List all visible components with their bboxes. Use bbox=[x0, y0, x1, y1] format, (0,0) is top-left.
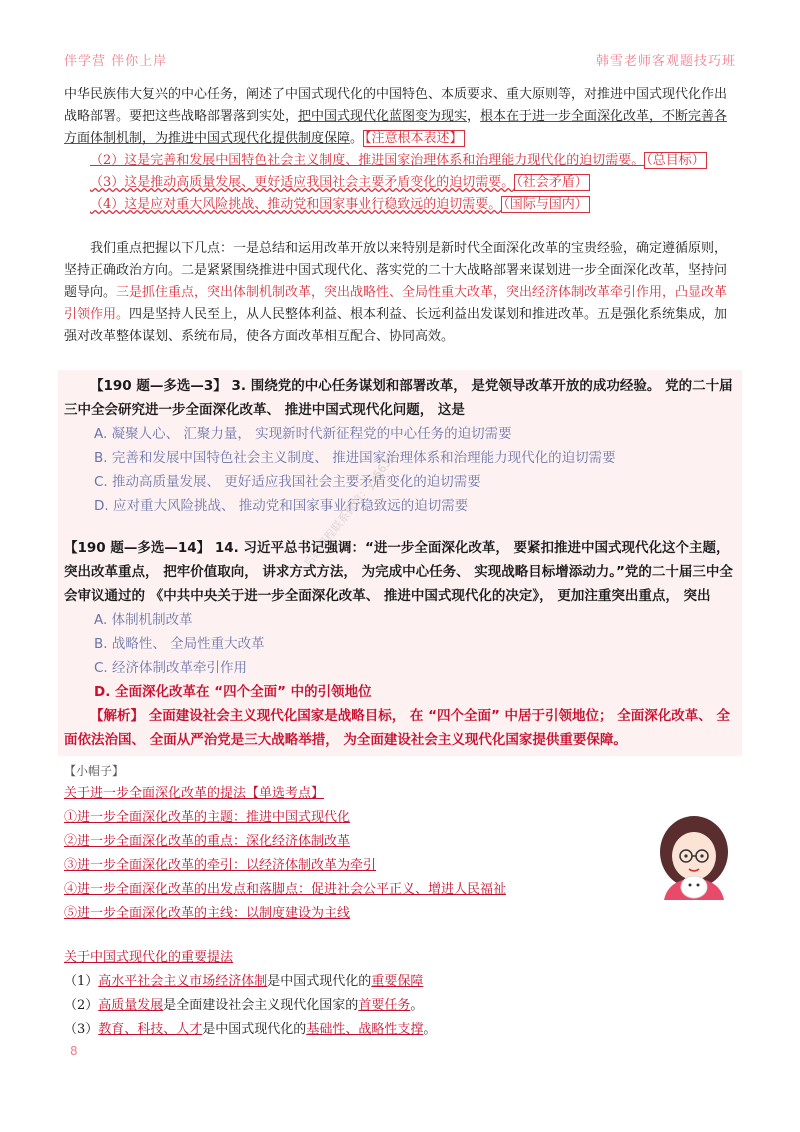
intro-text-a: 中华民族伟大复兴的中心任务，阐述了中国式现代化的中国特色、本质要求、重大原则等，对推进中国式现代化作出战略部署。要把这些战略部署落到实处， bbox=[64, 87, 728, 124]
item4-tag: （国际与国内） bbox=[503, 197, 588, 212]
page-number: 8 bbox=[70, 1044, 78, 1058]
notes-reform-item: ①进一步全面深化改革的主题：推进中国式现代化 bbox=[64, 810, 351, 825]
notes-modern-row-1 bbox=[64, 970, 736, 994]
row3-mid: 是中国式现代化的 bbox=[202, 1022, 307, 1037]
row3-end: 。 bbox=[423, 1022, 437, 1037]
q2-analysis: 【解析】 全面建设社会主义现代化国家是战略目标， 在 “四个全面” 中居于引领地位； 全面深化改革、 全面依法治国、 全面从严治党是三大战略举措， 为全面建设社会主义现代化国家提供重要保障。 bbox=[64, 708, 730, 748]
notes-reform-item: ③进一步全面深化改革的牵引：以经济体制改革为牵引 bbox=[64, 858, 377, 873]
q1-option-b: B. 完善和发展中国特色社会主义制度、 推进国家治理体系和治理能力现代化的迫切需要 bbox=[94, 450, 616, 466]
q1-option-d: D. 应对重大风险挑战、 推动党和国家事业行稳致远的迫切需要 bbox=[94, 498, 469, 514]
item2-text: （2）这是完善和发展中国特色社会主义制度、推进国家治理体系和治理能力现代化的迫切需要。 bbox=[90, 153, 645, 168]
intro-item-2 bbox=[64, 150, 736, 172]
row2-mid: 是全面建设社会主义现代化国家的 bbox=[163, 998, 359, 1013]
item3-tag: （社会矛盾） bbox=[516, 175, 588, 190]
intro-text-d: 根本在于进一步全面深化改革，不断完善各方面体制机制，为推进中国式现代化提供制度保障 bbox=[64, 109, 728, 146]
header-right: 韩雪老师客观题技巧班 bbox=[595, 54, 736, 69]
focus-text-a: 我们重点把握以下几点：一是总结和运用改革开放以来特别是新时代全面深化改革的宝贵经验，确定遵循原则，坚持正确政治方向。二是紧紧围绕推进中国式现代化、落实党的二十大战略部署来谋划进一步全面深化改革，坚持问题导向。 bbox=[64, 241, 728, 300]
focus-text-c: 四是坚持人民至上，从人民整体利益、根本利益、长远利益出发谋划和推进改革。五是强化系统集成，加强对改革整体谋划、系统布局，使各方面改革相互配合、协同高效。 bbox=[64, 307, 728, 344]
q2-option-c: C. 经济体制改革牵引作用 bbox=[94, 660, 248, 676]
row2-num: （2） bbox=[64, 998, 99, 1013]
notes-reform-item: ②进一步全面深化改革的重点：深化经济体制改革 bbox=[64, 834, 351, 849]
intro-item-4 bbox=[64, 194, 736, 216]
row1-val: 重要保障 bbox=[371, 974, 424, 989]
row2-end: 。 bbox=[410, 998, 424, 1013]
focus-paragraph bbox=[64, 238, 736, 348]
intro-text-e: 。 bbox=[350, 131, 364, 146]
q2-option-b: B. 战略性、 全局性重大改革 bbox=[94, 636, 265, 652]
notes-reform-item: ④进一步全面深化改革的出发点和落脚点：促进社会公平正义、增进人民福祉 bbox=[64, 882, 507, 897]
teacher-avatar-illustration bbox=[650, 812, 738, 900]
notes-modern-title: 关于中国式现代化的重要提法 bbox=[64, 950, 234, 965]
question-2-stem: 【190 题—多选—14】 14. 习近平总书记强调：“进一步全面深化改革， 要紧扣推进中国式现代化这个主题， 突出改革重点， 把牢价值取向， 讲求方式方法， 为完成中心任务、 实现战略目标增添动力。”党的二十届三中全会审议通过的 《中共中央关于进一步全面深化改革、 推进中国式现代化的决定》， 更加注重突出重点， 突出 bbox=[64, 540, 733, 604]
notes-reform bbox=[64, 782, 736, 926]
row1-num: （1） bbox=[64, 974, 99, 989]
q2-option-d: D. 全面深化改革在 “四个全面” 中的引领地位 bbox=[94, 684, 372, 700]
q2-option-a: A. 体制机制改革 bbox=[94, 612, 193, 628]
small-hat-label: 【小帽子】 bbox=[64, 764, 125, 778]
notes-reform-title: 关于进一步全面深化改革的提法【单选考点】 bbox=[64, 786, 325, 801]
page-content bbox=[64, 84, 736, 1042]
notes-modern-row-3 bbox=[64, 1018, 736, 1042]
intro-text-b: 把中国式现代化蓝图变为现实 bbox=[298, 109, 468, 124]
row2-key: 高质量发展 bbox=[98, 998, 164, 1013]
notes-reform-item: ⑤进一步全面深化改革的主线：以制度建设为主线 bbox=[64, 906, 351, 921]
q1-option-c: C. 推动高质量发展、 更好适应我国社会主要矛盾变化的迫切需要 bbox=[94, 474, 481, 490]
question-block bbox=[58, 370, 742, 756]
row3-val: 基础性、战略性支撑 bbox=[306, 1022, 424, 1037]
item3-text: （3）这是推动高质量发展、更好适应我国社会主要矛盾变化的迫切需要。 bbox=[90, 175, 515, 190]
item4-text: （4）这是应对重大风险挑战、推动党和国家事业行稳致远的迫切需要。 bbox=[90, 197, 502, 212]
notes-modern-row-2 bbox=[64, 994, 736, 1018]
avatar-icon bbox=[650, 812, 738, 900]
row3-key: 教育、科技、人才 bbox=[98, 1022, 203, 1037]
row2-val: 首要任务 bbox=[358, 998, 411, 1013]
row3-num: （3） bbox=[64, 1022, 99, 1037]
intro-paragraph bbox=[64, 84, 736, 150]
notes-modernization bbox=[64, 946, 736, 1042]
focus-text-b: 三是抓住重点，突出体制机制改革，突出战略性、全局性重大改革，突出经济体制改革牵引作用，凸显改革引领作用。 bbox=[64, 285, 728, 322]
watermark: 后续课程联系微信：yy5630 bbox=[301, 450, 399, 570]
header-left: 伴学营 伴你上岸 bbox=[64, 54, 168, 69]
note-tag: 【注意根本表述】 bbox=[365, 131, 463, 146]
row1-mid: 是中国式现代化的 bbox=[267, 974, 372, 989]
intro-text-c: ， bbox=[467, 109, 481, 124]
intro-item-3 bbox=[64, 172, 736, 194]
question-1-stem: 【190 题—多选—3】 3. 围绕党的中心任务谋划和部署改革， 是党领导改革开放的成功经验。 党的二十届三中全会研究进一步全面深化改革、 推进中国式现代化问题， 这是 bbox=[64, 378, 733, 418]
item2-tag: （总目标） bbox=[646, 153, 705, 168]
row1-key: 高水平社会主义市场经济体制 bbox=[98, 974, 268, 989]
q1-option-a: A. 凝聚人心、 汇聚力量， 实现新时代新征程党的中心任务的迫切需要 bbox=[94, 426, 512, 442]
